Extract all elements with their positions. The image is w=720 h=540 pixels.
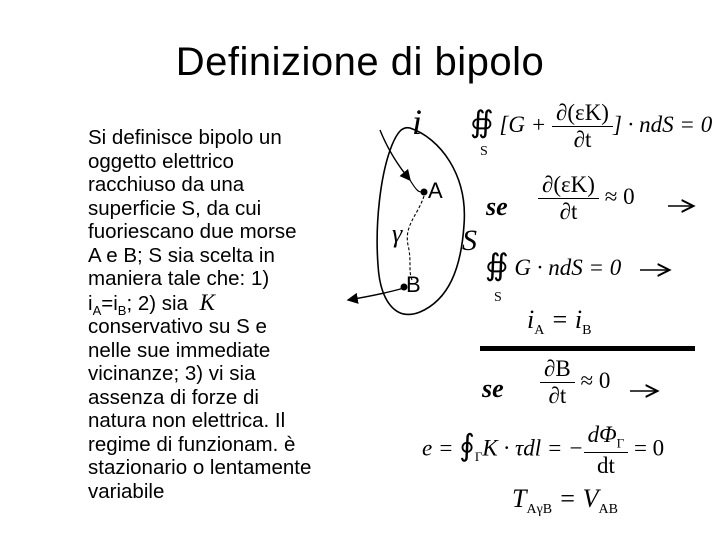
terminal-b-label: B — [406, 272, 421, 297]
definition-text-part2: ; 2) sia — [126, 291, 194, 315]
gamma-label: γ — [392, 219, 403, 248]
separator-rule — [480, 346, 695, 351]
equation-3 — [485, 248, 621, 283]
eq2-numerator: ∂(εK) — [538, 172, 599, 199]
equals-i: =i — [101, 291, 118, 315]
k-symbol: K — [199, 289, 215, 315]
eq4-rhs-sub: B — [582, 323, 592, 339]
slide-title: Definizione di bipolo — [175, 40, 545, 84]
subscript-a: A — [92, 302, 102, 318]
eq7-rhs-sub: AB — [598, 502, 618, 518]
eq6-lhs: e = — [422, 435, 460, 461]
eq6-rhs: = 0 — [628, 435, 665, 461]
eq5-denominator: ∂t — [548, 383, 567, 408]
eq1-denominator: ∂t — [573, 127, 592, 152]
eq6-numerator-sub: Γ — [616, 435, 625, 451]
surface-integral-symbol-2: ∯ — [485, 249, 509, 282]
eq6-fraction — [584, 422, 629, 479]
surface-label: S — [462, 224, 477, 257]
equation-7 — [512, 484, 618, 518]
se-label-1: se — [486, 192, 508, 221]
eq5-rhs: ≈ 0 — [580, 367, 611, 393]
eq6-numerator-main: dΦ — [587, 422, 617, 447]
eq2-denominator: ∂t — [559, 199, 578, 224]
eq7-eq: = V — [552, 484, 599, 513]
definition-text-part3: conservativo su S e nelle sue immediate vicinanze; 3) vi sia assenza di forze di natura non elettrica. Il regime di funzionam. è stazionario o lentamente variabile — [88, 315, 312, 503]
surface-integral-symbol: ∯ — [470, 105, 494, 139]
equation-6 — [422, 422, 664, 479]
eq5-fraction — [540, 356, 575, 409]
eq7-lhs-sub: AγB — [526, 502, 553, 518]
eq1-sub-s: S — [480, 144, 488, 159]
subscript-b: B — [117, 302, 127, 318]
eq6-sub-gamma: Γ — [474, 449, 483, 465]
eq6-body: K · τdl = − — [482, 435, 584, 461]
eq3-body: G · ndS = 0 — [514, 255, 622, 280]
current-label: i — [412, 102, 423, 142]
eq1-rhs: ] · ndS = 0 — [612, 111, 713, 137]
eq2-rhs: ≈ 0 — [604, 183, 635, 209]
eq7-lhs: T — [512, 484, 527, 513]
eq1-numerator: ∂(εK) — [552, 100, 613, 127]
se-label-2: se — [482, 374, 504, 403]
eq5-numerator: ∂B — [540, 356, 575, 383]
terminal-a-label: A — [428, 178, 443, 203]
eq4-eq: = i — [544, 305, 583, 334]
equation-5 — [540, 356, 610, 409]
equation-4 — [527, 305, 591, 339]
eq6-denominator: dt — [596, 452, 615, 478]
definition-text-part1: Si definisce bipolo un oggetto elettrico racchiuso da una superficie S, da cui fuoriescano due morse A e B; S sia scelta in maniera tale che: 1) i — [88, 126, 297, 315]
eq4-lhs: i — [527, 305, 535, 334]
line-integral-symbol: ∮ — [459, 429, 475, 463]
eq3-sub-s: S — [494, 290, 502, 305]
eq1-lhs: [G + — [499, 111, 553, 137]
eq6-numerator — [584, 422, 629, 453]
eq4-lhs-sub: A — [534, 323, 545, 339]
